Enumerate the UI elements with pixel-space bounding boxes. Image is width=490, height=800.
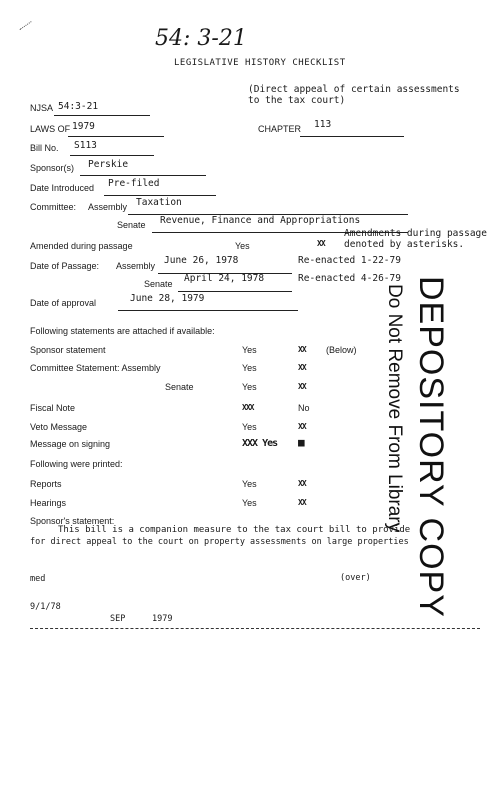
sponsors-statement-line-2: for direct appeal to the court on property assessments on large properties <box>30 537 409 547</box>
date-of-passage-label: Date of Passage: <box>30 261 100 271</box>
handwritten-number: 54: 3-21 <box>155 26 247 51</box>
message-on-signing-row-no: ■ <box>298 436 305 449</box>
fiscal-note-row-label: Fiscal Note <box>30 403 76 413</box>
senate-statement-row-no: XX <box>298 382 306 391</box>
passage-assembly-reenacted: Re-enacted 1-22-79 <box>298 255 401 266</box>
footer-month: SEP <box>110 614 126 624</box>
reports-row-label: Reports <box>30 479 62 489</box>
passage-senate-reenacted: Re-enacted 4-26-79 <box>298 273 401 284</box>
njsa-value: 54:3-21 <box>58 101 99 112</box>
bill-number-label: Bill No. <box>30 143 59 153</box>
bill-description-note: (Direct appeal of certain assessments to the tax court) <box>248 84 460 106</box>
veto-message-row-yes: Yes <box>242 422 257 432</box>
date-of-approval-label: Date of approval <box>30 298 97 308</box>
message-on-signing-row-label: Message on signing <box>30 439 111 449</box>
veto-message-row-label: Veto Message <box>30 422 88 432</box>
initials: med <box>30 574 46 584</box>
corner-mark <box>20 21 39 40</box>
sponsors-statement-label: Sponsor's statement: <box>30 516 115 526</box>
amended-note: Amendments during passage denoted by asterisks. <box>344 228 487 250</box>
depository-stamp: DEPOSITORY COPY <box>412 276 450 618</box>
fiscal-note-row-yes: XXX <box>242 403 254 412</box>
amended-no-mark: XX <box>317 239 325 248</box>
committee-assembly-value: Taxation <box>136 197 182 208</box>
date-code: 9/1/78 <box>30 602 61 612</box>
passage-assembly-date: June 26, 1978 <box>164 255 239 266</box>
sponsor-statement-row-label: Sponsor statement <box>30 345 106 355</box>
hearings-row-yes: Yes <box>242 498 257 508</box>
hearings-row-label: Hearings <box>30 498 67 508</box>
sponsors-statement-line-1: This bill is a companion measure to the tax court bill to provide <box>58 525 411 535</box>
sponsor-statement-row-extra: (Below) <box>326 345 357 355</box>
amended-yes: Yes <box>235 241 250 251</box>
committee-statement-row-yes: Yes <box>242 363 257 373</box>
reports-row-yes: Yes <box>242 479 257 489</box>
date-introduced-label: Date Introduced <box>30 183 95 193</box>
laws-of-value: 1979 <box>72 121 95 132</box>
senate-statement-row-label: Senate <box>165 382 194 392</box>
bill-number-value: S113 <box>74 140 97 151</box>
over-note: (over) <box>340 573 371 583</box>
chapter-value: 113 <box>314 119 332 130</box>
passage-assembly-label: Assembly <box>116 261 156 271</box>
veto-message-row-no: XX <box>298 422 306 431</box>
fiscal-note-row-no: No <box>298 403 310 413</box>
passage-senate-label: Senate <box>144 279 173 289</box>
chapter-label: CHAPTER <box>258 124 302 134</box>
committee-assembly-label: Assembly <box>88 202 128 212</box>
date-introduced-value: Pre-filed <box>108 178 160 189</box>
statements-intro: Following statements are attached if available: <box>30 326 215 336</box>
message-on-signing-row-yes: XXX Yes <box>242 438 278 449</box>
committee-label: Committee: <box>30 202 77 212</box>
committee-senate-value: Revenue, Finance and Appropriations <box>160 215 361 226</box>
senate-statement-row-yes: Yes <box>242 382 257 392</box>
footer-year: 1979 <box>152 614 173 624</box>
page-title: LEGISLATIVE HISTORY CHECKLIST <box>174 58 346 68</box>
do-not-remove-stamp: Do Not Remove From Library <box>384 284 405 533</box>
reports-row-no: XX <box>298 479 306 488</box>
sponsor-statement-row-no: XX <box>298 345 306 354</box>
committee-statement-row-label: Committee Statement: Assembly <box>30 363 161 373</box>
sponsor-value: Perskie <box>88 159 129 170</box>
printed-intro: Following were printed: <box>30 459 123 469</box>
committee-senate-label: Senate <box>117 220 146 230</box>
sponsor-statement-row-yes: Yes <box>242 345 257 355</box>
amended-label: Amended during passage <box>30 241 133 251</box>
laws-of-label: LAWS OF <box>30 124 71 134</box>
sponsor-label: Sponsor(s) <box>30 163 75 173</box>
hearings-row-no: XX <box>298 498 306 507</box>
committee-statement-row-no: XX <box>298 363 306 372</box>
date-of-approval-value: June 28, 1979 <box>130 293 205 304</box>
passage-senate-date: April 24, 1978 <box>184 273 265 284</box>
footer-rule <box>30 628 480 629</box>
njsa-label: NJSA <box>30 103 54 113</box>
